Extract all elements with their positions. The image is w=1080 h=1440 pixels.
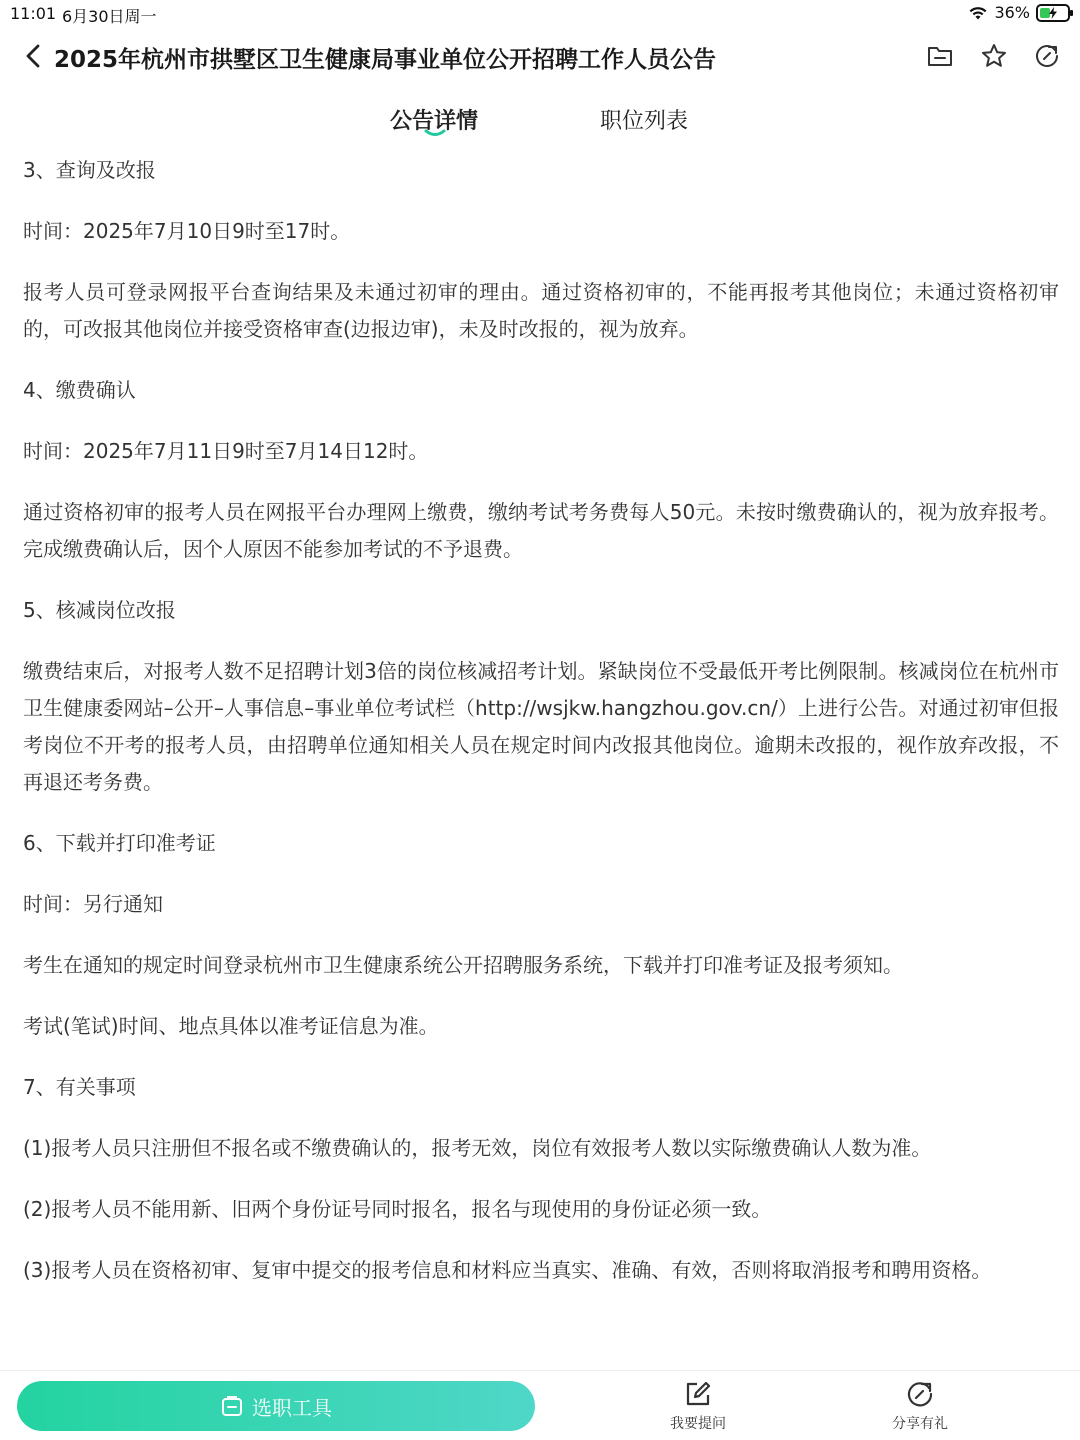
paragraph: (1)报考人员只注册但不报名或不缴费确认的，报考无效，岗位有效报考人数以实际缴费确认人数为准。 xyxy=(23,1136,932,1160)
section-heading: 4、缴费确认 xyxy=(23,378,136,402)
paragraph: 时间：2025年7月10日9时至17时。 xyxy=(23,219,351,243)
position-tool-label: 选职工具 xyxy=(252,1395,332,1420)
section-heading: 5、核减岗位改报 xyxy=(23,598,176,622)
wifi-icon xyxy=(968,5,988,21)
section-heading: 6、下载并打印准考证 xyxy=(23,831,216,855)
status-bar xyxy=(0,0,1080,28)
share-icon xyxy=(1033,42,1061,70)
position-tool-button[interactable] xyxy=(17,1381,535,1431)
paragraph: 报考人员可登录网报平台查询结果及未通过初审的理由。通过资格初审的，不能再报考其他岗位；未通过资格初审的，可改报其他岗位并接受资格审查(边报边审)，未及时改报的，视为放弃。 xyxy=(23,280,1059,341)
status-right xyxy=(968,3,1070,22)
tab-bar xyxy=(0,96,1080,144)
paragraph: 考生在通知的规定时间登录杭州市卫生健康系统公开招聘服务系统，下载并打印准考证及报考须知。 xyxy=(23,953,903,977)
folder-button[interactable] xyxy=(924,40,956,72)
chevron-left-icon xyxy=(24,43,42,69)
bottom-bar xyxy=(0,1370,1080,1440)
back-button[interactable] xyxy=(18,40,48,72)
share-gift-label: 分享有礼 xyxy=(892,1416,948,1432)
section-heading: 3、查询及改报 xyxy=(23,158,156,182)
paragraph: 时间：另行通知 xyxy=(23,892,163,916)
battery-icon xyxy=(1036,4,1070,22)
paragraph: (3)报考人员在资格初审、复审中提交的报考信息和材料应当真实、准确、有效，否则将取消报考和聘用资格。 xyxy=(23,1258,992,1282)
section-heading: 7、有关事项 xyxy=(23,1075,136,1099)
favorite-button[interactable] xyxy=(978,40,1010,72)
folder-icon xyxy=(926,43,954,69)
ask-question-button[interactable] xyxy=(648,1379,748,1433)
active-tab-indicator xyxy=(424,128,446,138)
page-title: 2025年杭州市拱墅区卫生健康局事业单位公开招聘工作人员公告 xyxy=(54,47,717,73)
status-date: 6月30日周一 xyxy=(62,7,157,26)
share-gift-icon xyxy=(905,1379,935,1409)
star-icon xyxy=(980,42,1008,70)
tab-announcement-detail[interactable]: 公告详情 xyxy=(390,109,479,134)
edit-icon xyxy=(683,1379,713,1409)
paragraph: 缴费结束后，对报考人数不足招聘计划3倍的岗位核减招考计划。紧缺岗位不受最低开考比例限制。核减岗位在杭州市卫生健康委网站–公开–人事信息–事业单位考试栏（http://wsjkw.hangzhou.gov.cn/）上进行公告。对通过初审但报考岗位不开考的报考人员，由招聘单位通知相关人员在规定时间内改报其他岗位。逾期未改报的，视作放弃改报，不再退还考务费。 xyxy=(23,659,1059,794)
ask-question-label: 我要提问 xyxy=(670,1416,726,1432)
share-gift-button[interactable] xyxy=(870,1379,970,1433)
paragraph: 通过资格初审的报考人员在网报平台办理网上缴费，缴纳考试考务费每人50元。未按时缴费确认的，视为放弃报考。完成缴费确认后，因个人原因不能参加考试的不予退费。 xyxy=(23,500,1059,561)
share-button[interactable] xyxy=(1031,40,1063,72)
announcement-content xyxy=(23,152,1059,1370)
paragraph: 时间：2025年7月11日9时至7月14日12时。 xyxy=(23,439,429,463)
paragraph: 考试(笔试)时间、地点具体以准考证信息为准。 xyxy=(23,1014,439,1038)
briefcase-icon xyxy=(220,1394,244,1418)
battery-percent: 36% xyxy=(994,3,1030,22)
header xyxy=(0,28,1080,84)
tab-position-list[interactable]: 职位列表 xyxy=(600,109,689,134)
paragraph: (2)报考人员不能用新、旧两个身份证号同时报名，报名与现使用的身份证必须一致。 xyxy=(23,1197,772,1221)
status-time: 11:01 xyxy=(10,4,57,23)
